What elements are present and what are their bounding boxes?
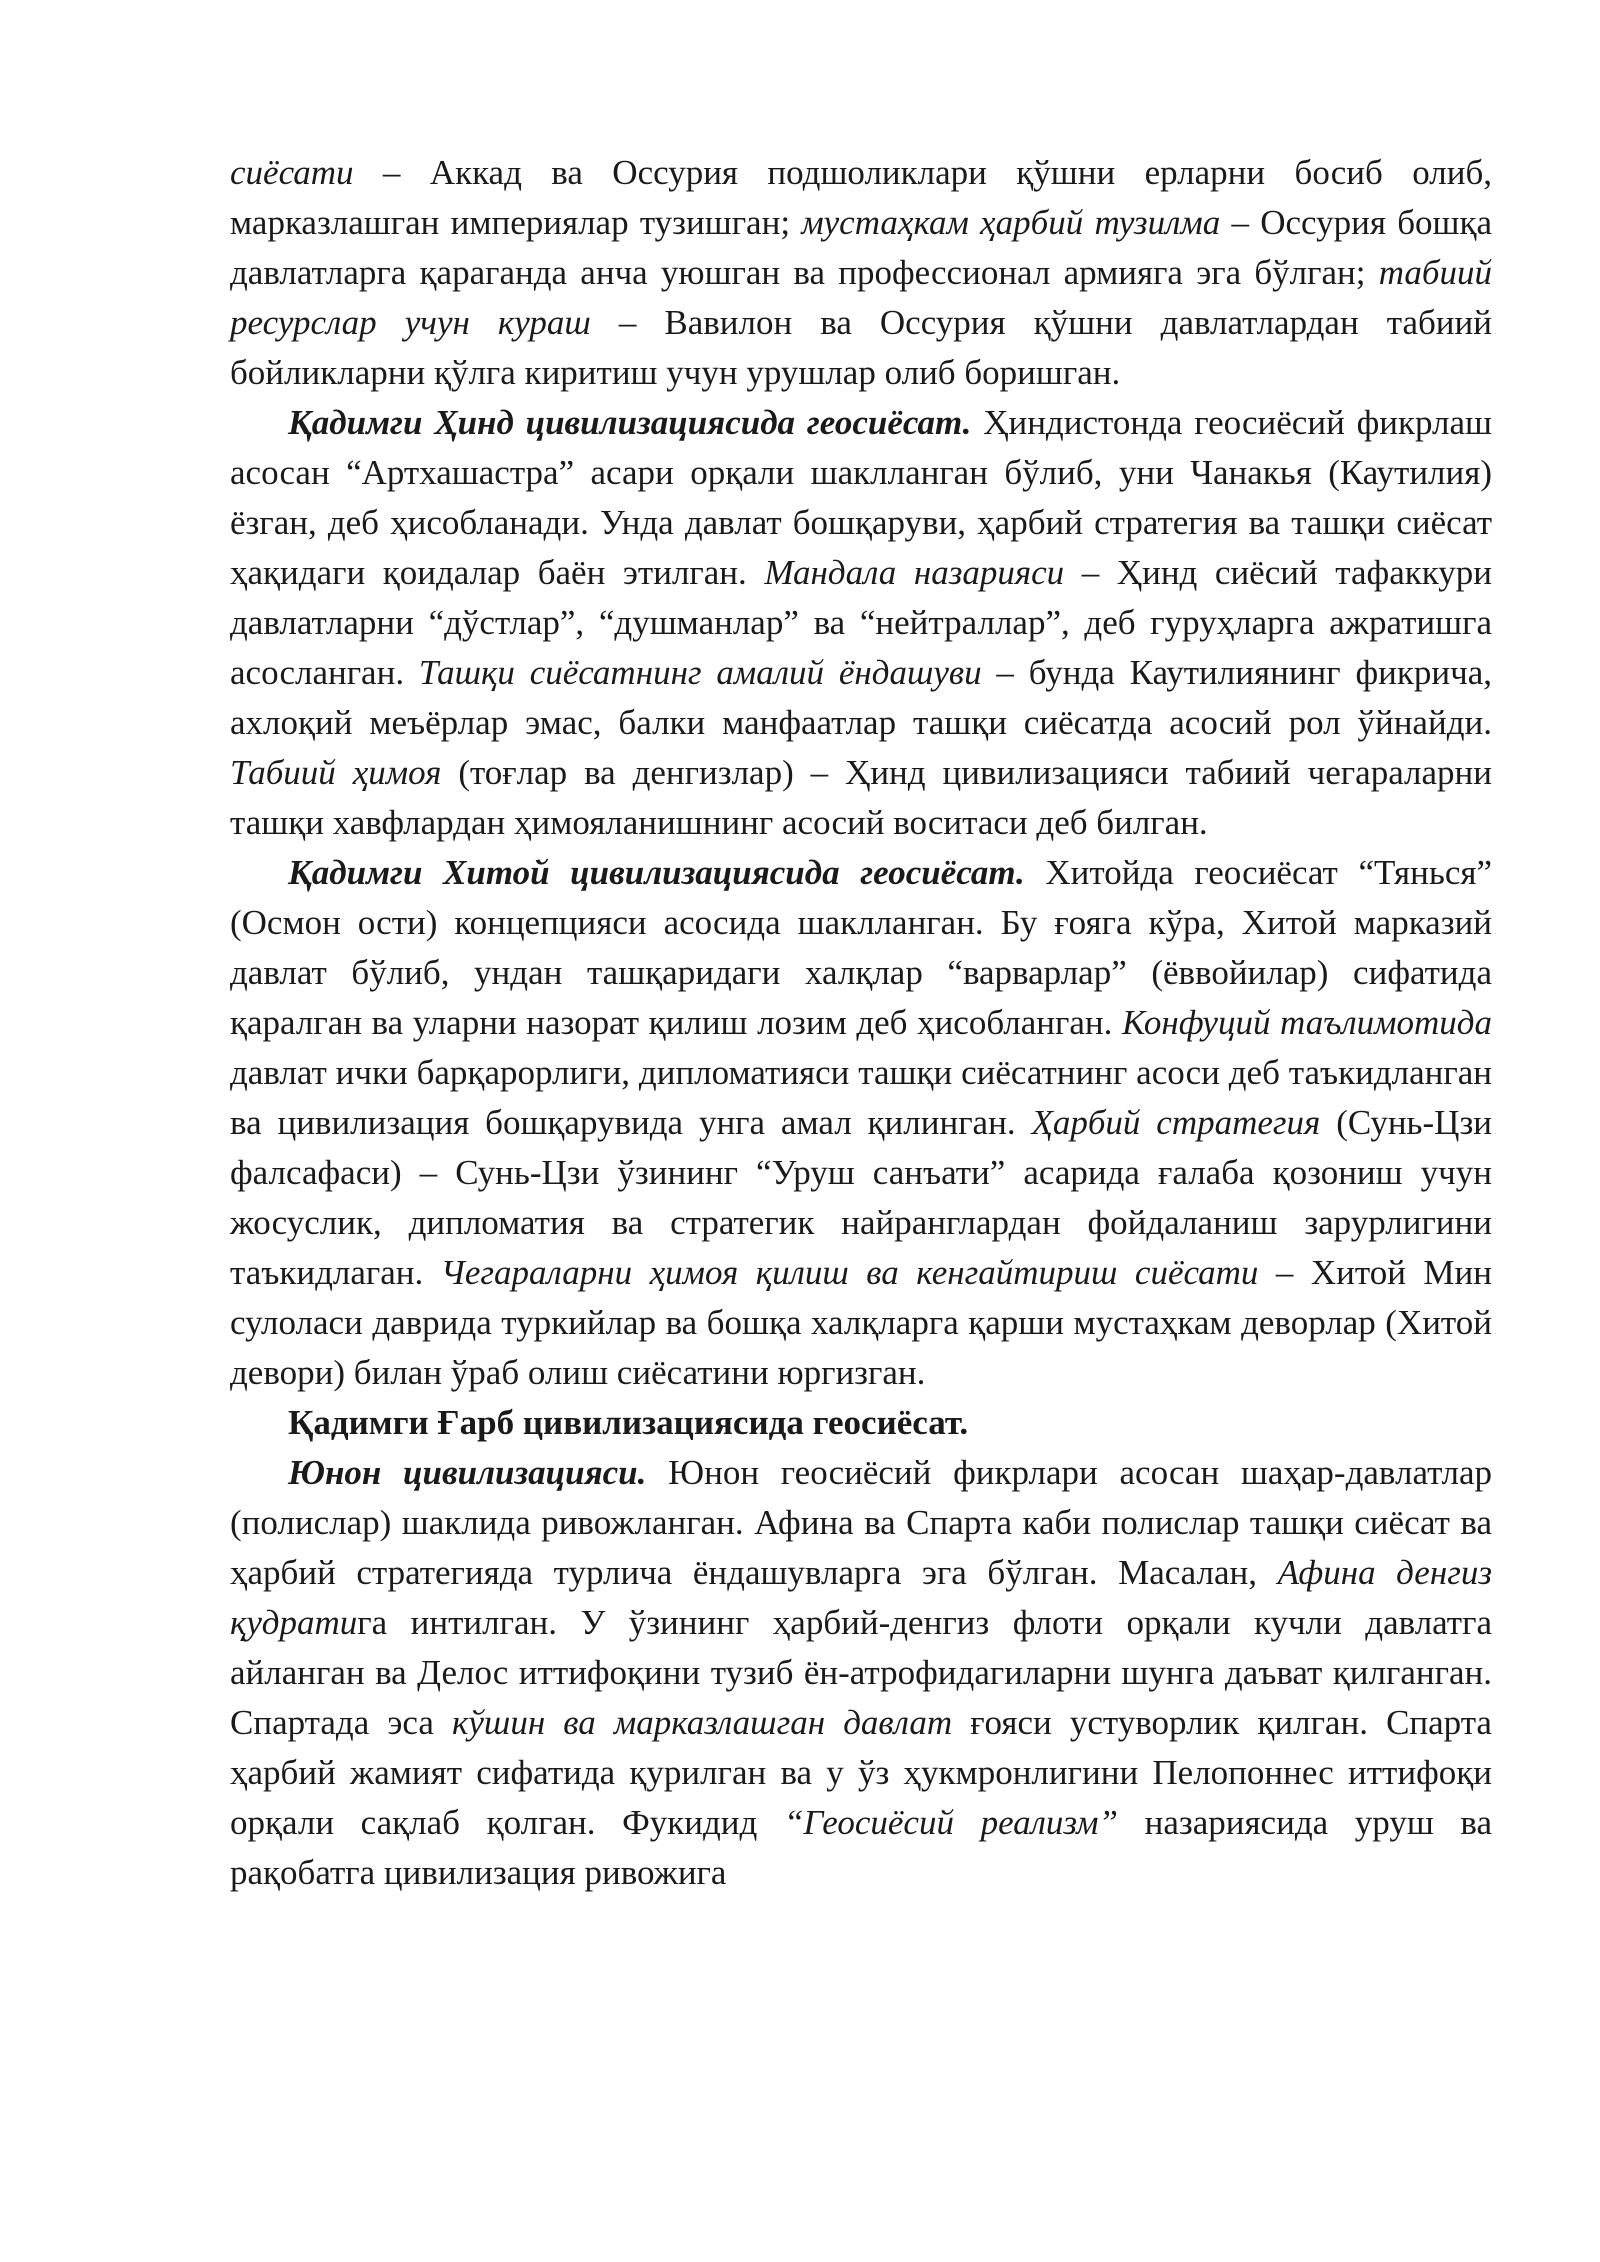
- body-text: (Сунь-Цзи фалсафаси) – Сунь-Цзи ўзининг “Уруш санъати” асарида ғалаба қозониш учун жосуслик, дипломатия ва стратегик найранглардан фойдаланиш зарурлигини таъкидлаган.: [230, 1103, 1492, 1292]
- emphasis-text: Ташқи сиёсатнинг амалий ёндашуви: [418, 653, 982, 692]
- emphasis-text: Ҳарбий стратегия: [1031, 1103, 1321, 1142]
- body-text: – Хитой Мин сулоласи даврида туркийлар ва бошқа халқларга қарши мустаҳкам деворлар (Хитой девори) билан ўраб олиш сиёсатини юргизган.: [230, 1253, 1492, 1392]
- emphasis-text: Конфуций таълимотида: [1121, 1003, 1492, 1042]
- body-text: ғояси устуворлик қилган. Спарта ҳарбий жамият сифатида қурилган ва у ўз ҳукмронлигини Пелопоннес иттифоқи орқали сақлаб қолган. Фукидид: [230, 1703, 1492, 1842]
- emphasis-text: табиий ресурслар учун кураш: [230, 253, 1492, 342]
- emphasis-text: “Геосиёсий реализм”: [783, 1803, 1118, 1842]
- emphasis-text: мустаҳкам ҳарбий тузилма: [801, 203, 1221, 242]
- emphasis-text: Афина денгиз қудрати: [230, 1553, 1493, 1642]
- body-text: Ҳиндистонда геосиёсий фикрлаш асосан “Артхашастра” асари орқали шаклланган бўлиб, уни Чанакья (Каутилия) ёзган, деб ҳисобланади. Унда давлат бошқаруви, ҳарбий стратегия ва ташқи сиёсат ҳақидаги қоидалар баён этилган.: [230, 403, 1492, 592]
- paragraph-china: [230, 848, 1492, 1398]
- section-heading-china: Қадимги Хитой цивилизациясида геосиёсат.: [288, 853, 1025, 892]
- section-heading-greece: Юнон цивилизацияси.: [288, 1453, 647, 1492]
- body-text: Юнон геосиёсий фикрлари асосан шаҳар-давлатлар (полислар) шаклида ривожланган. Афина ва Спарта каби полислар ташқи сиёсат ва ҳарбий стратегияда турлича ёндашувларга эга бўлган. Масалан,: [230, 1453, 1493, 1592]
- emphasis-text: Чегараларни ҳимоя қилиш ва кенгайтириш сиёсати: [440, 1253, 1259, 1292]
- emphasis-text: сиёсати: [230, 153, 354, 192]
- body-text: га интилган. У ўзининг ҳарбий-денгиз флоти орқали кучли давлатга айланган ва Делос иттифоқини тузиб ён-атрофидагиларни шунга даъват қилганган. Спартада эса: [230, 1603, 1492, 1742]
- body-text: давлат ички барқарорлиги, дипломатияси ташқи сиёсатнинг асоси деб таъкидланган ва цивилизация бошқарувида унга амал қилинган.: [230, 1053, 1492, 1142]
- body-text: – Оссурия бошқа давлатларга қараганда анча уюшган ва профессионал армияга эга бўлган;: [230, 203, 1492, 292]
- paragraph-mesopotamia-end: [230, 148, 1492, 398]
- document-page: [230, 148, 1492, 1898]
- body-text: – Ҳинд сиёсий тафаккури давлатларни “дўстлар”, “душманлар” ва “нейтраллар”, деб гуруҳларга ажратишга асосланган.: [230, 553, 1492, 692]
- emphasis-text: Табиий ҳимоя: [230, 753, 442, 792]
- paragraph-greece: [230, 1448, 1492, 1898]
- paragraph-west-heading: [230, 1398, 1492, 1448]
- emphasis-text: кўшин ва марказлашган давлат: [452, 1703, 953, 1742]
- body-text: – Аккад ва Оссурия подшоликлари қўшни ерларни босиб олиб, марказлашган империялар тузишган;: [230, 153, 1492, 242]
- body-text: – бунда Каутилиянинг фикрича, ахлоқий меъёрлар эмас, балки манфаатлар ташқи сиёсатда асосий рол ўйнайди.: [230, 653, 1492, 742]
- section-heading-india: Қадимги Ҳинд цивилизациясида геосиёсат.: [288, 403, 972, 442]
- body-text: назариясида уруш ва рақобатга цивилизация ривожига: [230, 1803, 1492, 1892]
- paragraph-india: [230, 398, 1492, 848]
- body-text: (тоғлар ва денгизлар) – Ҳинд цивилизацияси табиий чегараларни ташқи хавфлардан ҳимояланишнинг асосий воситаси деб билган.: [230, 753, 1492, 842]
- section-heading-west: Қадимги Ғарб цивилизациясида геосиёсат.: [288, 1403, 969, 1442]
- emphasis-text: Мандала назарияси: [764, 553, 1065, 592]
- body-text: – Вавилон ва Оссурия қўшни давлатлардан табиий бойликларни қўлга киритиш учун урушлар олиб боришган.: [230, 303, 1492, 392]
- body-text: Хитойда геосиёсат “Тянься” (Осмон ости) концепцияси асосида шаклланган. Бу ғояга кўра, Хитой марказий давлат бўлиб, ундан ташқаридаги халқлар “варварлар” (ёввойилар) сифатида қаралган ва уларни назорат қилиш лозим деб ҳисобланган.: [230, 853, 1492, 1042]
